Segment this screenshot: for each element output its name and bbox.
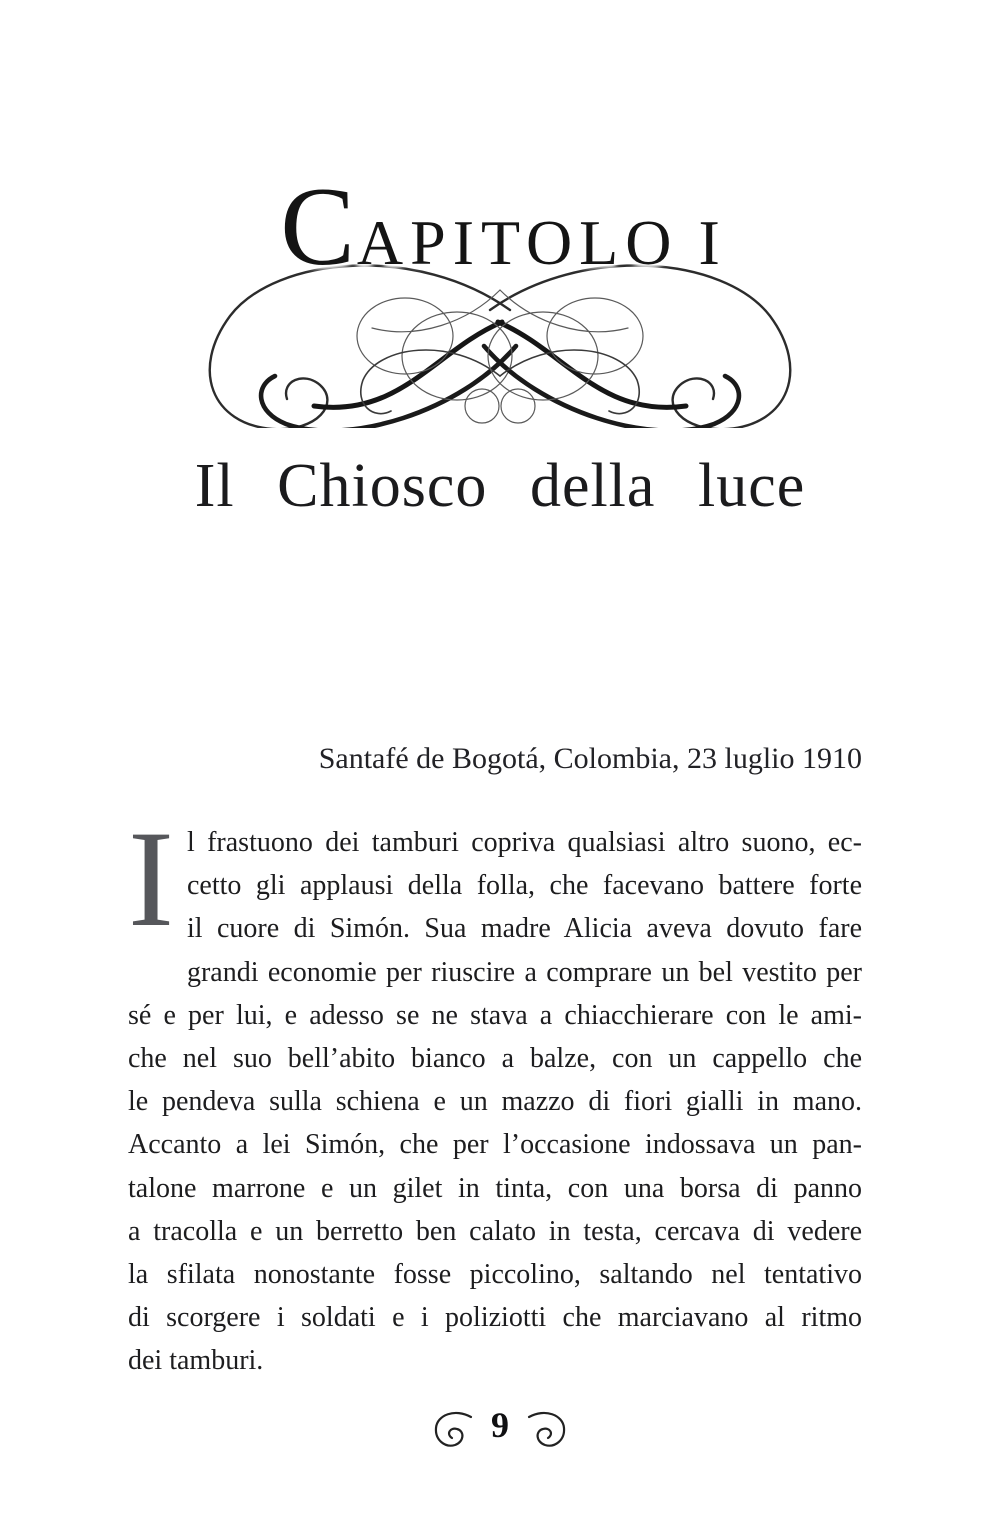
spiral-flourish-left-icon [431, 1408, 475, 1450]
body-line: sé e per lui, e adesso se ne stava a chiacchierare con le ami- [128, 999, 862, 1031]
drop-cap: I [128, 802, 174, 955]
body-line: il cuore di Simón. Sua madre Alicia aveva dovuto fare [186, 913, 862, 945]
body-line: talone marrone e un gilet in tinta, con una borsa di panno [128, 1172, 862, 1204]
page-footer [0, 1405, 1000, 1450]
body-line: a tracolla e un berretto ben calato in testa, cercava di vedere [128, 1215, 862, 1247]
chapter-heading-initial: C [280, 165, 357, 289]
chapter-heading-numeral: I [698, 207, 720, 278]
body-paragraph [128, 802, 862, 1383]
spiral-flourish-right-icon [525, 1408, 569, 1450]
body-line: cetto gli applausi della folla, che facevano battere forte [186, 870, 862, 902]
page-number: 9 [491, 1405, 509, 1445]
body-line: di scorgere i soldati e i poliziotti che marciavano al ritmo [128, 1302, 862, 1334]
body-line: l frastuono dei tamburi copriva qualsiasi altro suono, ec- [186, 827, 862, 858]
chapter-heading [0, 165, 1000, 319]
chapter-heading-block [0, 165, 1000, 438]
body-line: la sfilata nonostante fosse piccolino, saltando nel tentativo [128, 1259, 862, 1291]
body-line: le pendeva sulla schiena e un mazzo di fiori gialli in mano. [128, 1086, 862, 1118]
dateline: Santafé de Bogotá, Colombia, 23 luglio 1910 [318, 742, 862, 775]
chapter-heading-rest: APITOLO [356, 207, 679, 278]
body-line: che nel suo bell’abito bianco a balze, con un cappello che [128, 1043, 862, 1075]
chapter-title: Il Chiosco della luce [194, 452, 806, 520]
body-line: dei tamburi. [128, 1345, 264, 1377]
body-line: Accanto a lei Simón, che per l’occasione indossava un pan- [128, 1129, 862, 1161]
body-line: grandi economie per riuscire a comprare un bel vestito per [186, 956, 862, 988]
